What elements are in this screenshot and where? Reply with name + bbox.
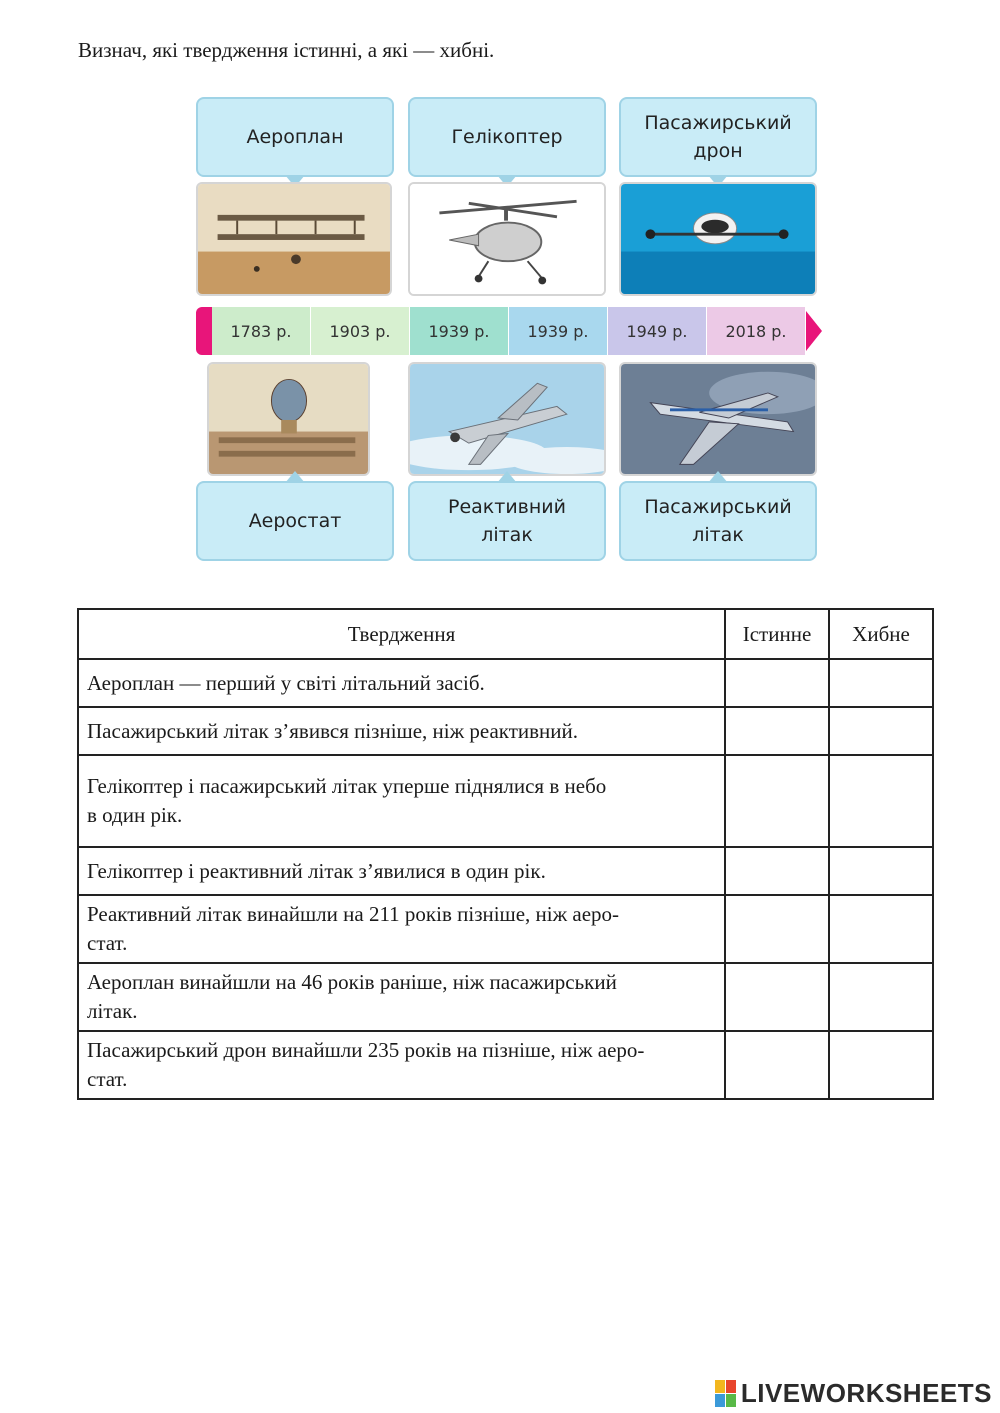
label-passenger-plane: Пасажирський літак xyxy=(619,481,817,561)
instruction-text: Визнач, які твердження істинні, а які — хибні. xyxy=(78,38,495,62)
table-row xyxy=(78,707,933,755)
aerostat-photo xyxy=(207,362,370,476)
table-row xyxy=(78,659,933,707)
statement-line: стат. xyxy=(87,1067,128,1091)
year-1949: 1949 р. xyxy=(608,307,706,355)
true-answer-cell[interactable] xyxy=(725,659,829,707)
statement-line: Аероплан винайшли на 46 років раніше, ніж пасажирський xyxy=(87,970,617,994)
statement-line: в один рік. xyxy=(87,803,183,827)
bar-end-arrow xyxy=(806,311,822,351)
table-row xyxy=(78,895,933,963)
statement-line: Гелікоптер і пасажирський літак уперше піднялися в небо xyxy=(87,774,607,798)
statement-cell xyxy=(78,963,725,1031)
drone-photo xyxy=(619,182,817,296)
false-answer-cell[interactable] xyxy=(829,1031,933,1099)
bar-start-marker xyxy=(196,307,212,355)
false-answer-cell[interactable] xyxy=(829,895,933,963)
statement-cell xyxy=(78,755,725,847)
statement-cell: Гелікоптер і реактивний літак з’явилися в один рік. xyxy=(78,847,725,895)
label-jet-plane: Реактивний літак xyxy=(408,481,606,561)
timeline-year-bar xyxy=(196,307,822,355)
table-header-row xyxy=(78,609,933,659)
passenger-plane-photo xyxy=(619,362,817,476)
label-passenger-drone: Пасажирський дрон xyxy=(619,97,817,177)
statement-line: Пасажирський дрон винайшли 235 років на пізніше, ніж аеро- xyxy=(87,1038,645,1062)
false-answer-cell[interactable] xyxy=(829,659,933,707)
airplane-photo xyxy=(196,182,392,296)
false-answer-cell[interactable] xyxy=(829,847,933,895)
liveworksheets-watermark xyxy=(715,1378,992,1409)
year-1903: 1903 р. xyxy=(311,307,409,355)
true-answer-cell[interactable] xyxy=(725,963,829,1031)
false-answer-cell[interactable] xyxy=(829,755,933,847)
year-1939-jet: 1939 р. xyxy=(509,307,607,355)
table-row xyxy=(78,1031,933,1099)
true-answer-cell[interactable] xyxy=(725,847,829,895)
false-answer-cell[interactable] xyxy=(829,963,933,1031)
statement-line: Реактивний літак винайшли на 211 років пізніше, ніж аеро- xyxy=(87,902,620,926)
statements-table xyxy=(77,608,934,1100)
jet-photo xyxy=(408,362,606,476)
year-1783: 1783 р. xyxy=(212,307,310,355)
label-helicopter: Гелікоптер xyxy=(408,97,606,177)
helicopter-photo xyxy=(408,182,606,296)
statement-cell: Аероплан — перший у світі літальний засіб. xyxy=(78,659,725,707)
table-row xyxy=(78,755,933,847)
timeline-infographic xyxy=(0,0,1000,600)
liveworksheets-logo-icon xyxy=(715,1380,737,1408)
header-true: Істинне xyxy=(725,609,829,659)
table-row xyxy=(78,847,933,895)
true-answer-cell[interactable] xyxy=(725,1031,829,1099)
label-airplane: Аероплан xyxy=(196,97,394,177)
watermark-text: LIVEWORKSHEETS xyxy=(740,1378,992,1408)
statement-cell xyxy=(78,895,725,963)
statement-line: стат. xyxy=(87,931,128,955)
true-answer-cell[interactable] xyxy=(725,707,829,755)
header-false: Хибне xyxy=(829,609,933,659)
year-2018: 2018 р. xyxy=(707,307,805,355)
year-1939-helicopter: 1939 р. xyxy=(410,307,508,355)
false-answer-cell[interactable] xyxy=(829,707,933,755)
statement-cell xyxy=(78,1031,725,1099)
true-answer-cell[interactable] xyxy=(725,755,829,847)
statement-line: літак. xyxy=(87,999,138,1023)
header-statement: Твердження xyxy=(78,609,725,659)
table-row xyxy=(78,963,933,1031)
true-answer-cell[interactable] xyxy=(725,895,829,963)
label-aerostat: Аеростат xyxy=(196,481,394,561)
statement-cell: Пасажирський літак з’явився пізніше, ніж реактивний. xyxy=(78,707,725,755)
